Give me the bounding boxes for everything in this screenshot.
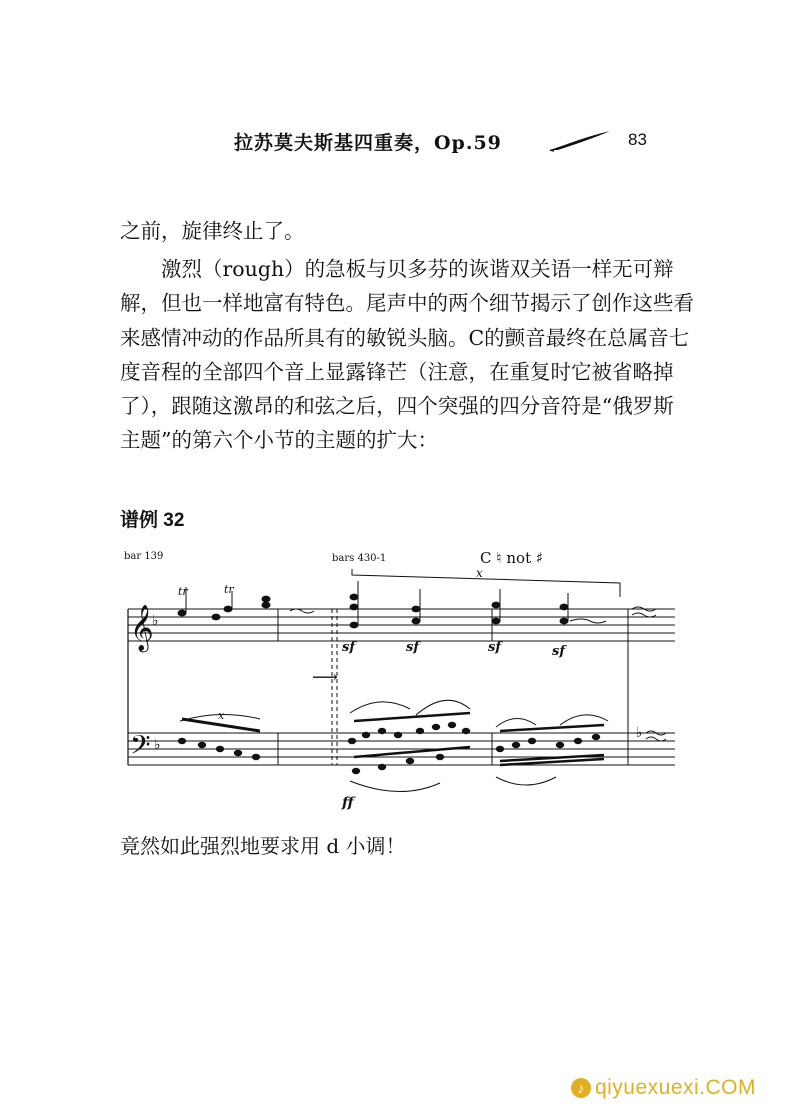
watermark-logo-icon: ♪	[571, 1078, 591, 1098]
dynamic-ff: ff	[342, 795, 354, 811]
treble-staff	[128, 609, 675, 641]
bass-flat-end-icon: ♭	[636, 725, 643, 741]
dynamic-sf-3: sf	[488, 640, 501, 655]
bass-flat-icon: ♭	[154, 737, 161, 753]
dynamic-sf-1: sf	[342, 640, 355, 655]
note-label: C ♮ not ♯	[480, 549, 544, 567]
x-mark-bass: x	[218, 709, 225, 722]
running-title: 拉苏莫夫斯基四重奏，Op.59	[234, 132, 502, 154]
paragraph-2: 激烈（rough）的急板与贝多芬的诙谐双关语一样无可辩解，但也一样地富有特色。尾声中的两个细节揭示了创作这些看来感情冲动的作品所具有的敏锐头脑。C的颤音最终在总属音七度音程的全部四个音上显露锋芒（注意，在重复时它被省略掉了），跟随这激昂的和弦之后，四个突强的四分音符是“俄罗斯主题”的第六个小节的主题的扩大：	[120, 257, 694, 453]
trill-mark: tr	[178, 585, 188, 598]
trill-mark-2: tr	[224, 583, 234, 596]
flat-icon: ♭	[152, 613, 159, 629]
caption: 竟然如此强烈地要求用 d 小调！	[120, 834, 406, 858]
bar-label: bar 139	[124, 551, 164, 562]
watermark-text: qiyuexuexi.COM	[594, 1076, 756, 1099]
dynamic-sf-4: sf	[552, 644, 565, 659]
example-label: 谱例 32	[120, 510, 185, 531]
watermark	[571, 1076, 756, 1100]
paragraph-1: 之前，旋律终止了。	[120, 219, 305, 243]
body-text	[120, 214, 694, 457]
dynamic-sf-2: sf	[406, 640, 419, 655]
arrow-icon: ⟶	[312, 667, 338, 688]
quill-ornament-icon	[548, 130, 612, 152]
treble-clef-icon: 𝄞	[130, 605, 154, 651]
bass-clef-icon: 𝄢	[130, 729, 151, 767]
running-header	[0, 128, 794, 158]
x-mark: x	[476, 566, 483, 580]
music-score	[120, 545, 680, 813]
bars-label: bars 430-1	[332, 553, 387, 564]
page-number: 83	[628, 130, 647, 149]
